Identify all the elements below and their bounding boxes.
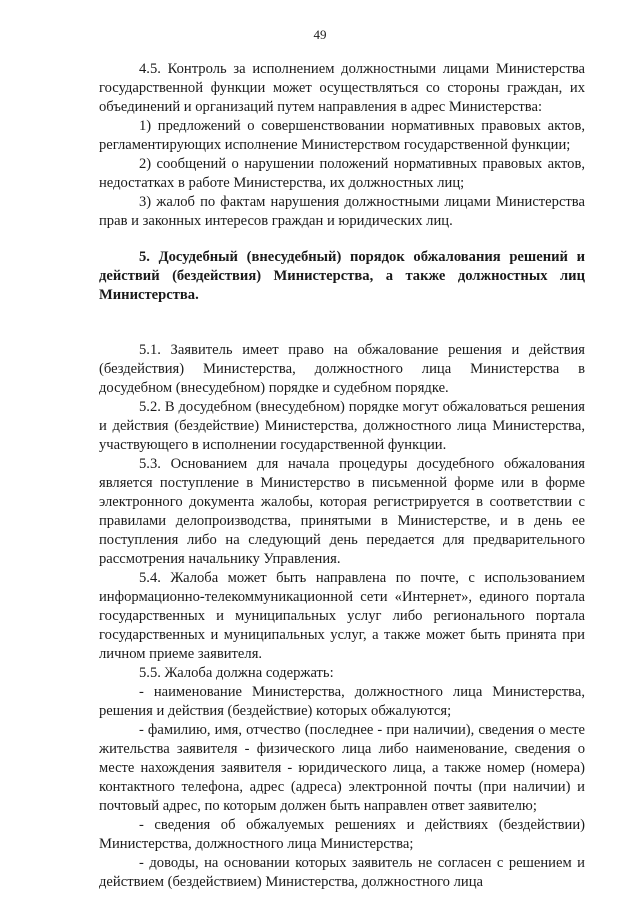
page-number: 49 — [313, 27, 327, 42]
list-item-5-5-b: - фамилию, имя, отчество (последнее - при наличии), сведения о месте жительства заявителя - физического лица либо наименование, сведения о месте нахождения заявителя - юридического лица, а также номер (номера) контактного телефона, адрес (адреса) электронной почты (при наличии) и почтовый адрес, по которым должен быть направлен ответ заявителю; — [99, 722, 585, 814]
list-item-5-5-d: - доводы, на основании которых заявитель не согласен с решением и действием (бездействием) Министерства, должностного лица — [99, 855, 585, 890]
paragraph-5-4: 5.4. Жалоба может быть направлена по почте, с использованием информационно-телекоммуникационной сети «Интернет», единого портала государственных и муниципальных услуг либо регионального портала государственных и муниципальных услуг, а также может быть принята при личном приеме заявителя. — [99, 570, 585, 662]
list-item-4-5-2: 2) сообщений о нарушении положений нормативных правовых актов, недостатках в работе Министерства, их должностных лиц; — [99, 156, 585, 191]
list-item-5-5-a: - наименование Министерства, должностного лица Министерства, решения и действия (бездействие) которых обжалуются; — [99, 684, 585, 719]
section-5-heading: 5. Досудебный (внесудебный) порядок обжалования решений и действий (бездействия) Министерства, а также должностных лиц Министерства. — [99, 249, 585, 303]
paragraph-5-1: 5.1. Заявитель имеет право на обжалование решения и действия (бездействия) Министерства, должностного лица Министерства в досудебном (внесудебном) порядке и судебном порядке. — [99, 342, 585, 396]
paragraph-5-3: 5.3. Основанием для начала процедуры досудебного обжалования является поступление в Министерство в письменной форме или в форме электронного документа жалобы, которая регистрируется в соответствии с правилами делопроизводства, принятыми в Министерстве, и в день ее поступления либо на следующий день передается для предварительного рассмотрения начальнику Управления. — [99, 456, 585, 567]
paragraph-5-2: 5.2. В досудебном (внесудебном) порядке могут обжаловаться решения и действия (бездействие) Министерства, должностного лица Министерства, участвующего в исполнении государственной функции. — [99, 399, 585, 453]
document-body — [99, 60, 585, 892]
list-item-4-5-1: 1) предложений о совершенствовании нормативных правовых актов, регламентирующих исполнение Министерством государственной функции; — [99, 118, 585, 153]
paragraph-4-5: 4.5. Контроль за исполнением должностными лицами Министерства государственной функции может осуществляться со стороны граждан, их объединений и организаций путем направления в адрес Министерства: — [99, 61, 585, 115]
paragraph-5-5: 5.5. Жалоба должна содержать: — [139, 665, 334, 681]
list-item-5-5-c: - сведения об обжалуемых решениях и действиях (бездействии) Министерства, должностного лица Министерства; — [99, 817, 585, 852]
list-item-4-5-3: 3) жалоб по фактам нарушения должностными лицами Министерства прав и законных интересов граждан и юридических лиц. — [99, 194, 585, 229]
